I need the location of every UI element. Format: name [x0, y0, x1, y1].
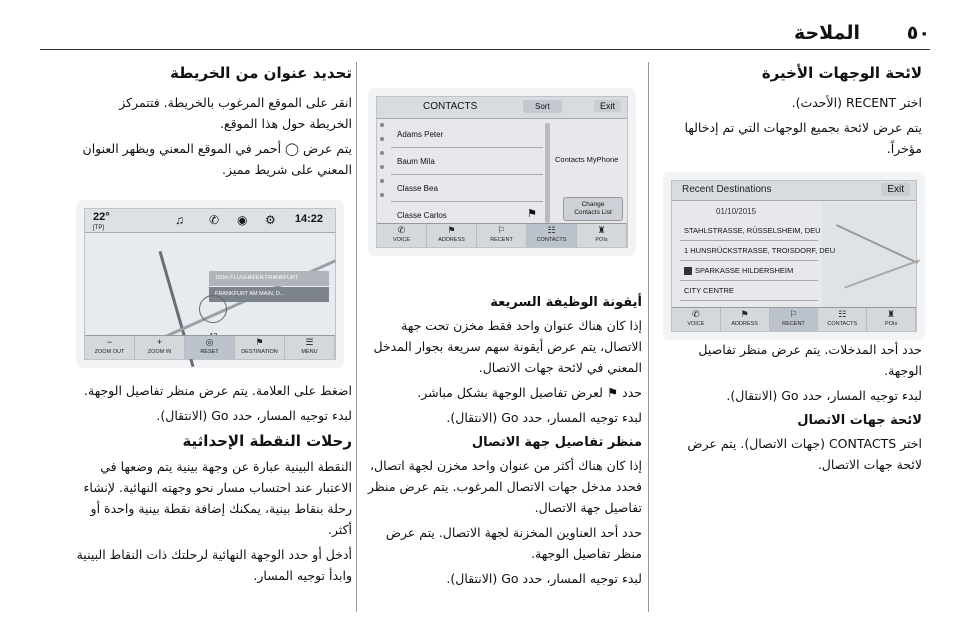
paragraph: إذا كان هناك عنوان واحد فقط مخزن تحت جهة الاتصال، يتم عرض أيقونة سهم سريعة بجوار المدخل المعني في لائحة جهات الاتصال.	[373, 318, 642, 375]
menu-button[interactable]: ☰ MENU	[285, 336, 335, 359]
list-item[interactable]: CITY CENTRE	[680, 281, 818, 301]
flag-icon: ⚑	[447, 225, 456, 235]
status-bar	[85, 209, 335, 233]
map-cursor[interactable]	[199, 295, 227, 323]
list-item[interactable]: STAHLSTRASSE, RÜSSELSHEIM, DEU	[680, 221, 818, 241]
list-item[interactable]: SPARKASSE HILDERSHEIM	[680, 261, 818, 281]
reset-button[interactable]: ◎ RESET	[185, 336, 235, 359]
exit-button[interactable]: Exit	[881, 183, 910, 196]
contacts-icon: ☷	[547, 225, 556, 235]
tp-indicator: [TP]	[93, 225, 105, 231]
menu-icon: ☰	[305, 337, 314, 347]
reset-icon: ◎	[205, 337, 214, 347]
recent-button[interactable]: ⚐ RECENT	[477, 224, 527, 247]
voice-button[interactable]: ✆ VOICE	[672, 308, 721, 331]
section-title: الملاحة	[793, 22, 860, 44]
poi-icon: ♜	[597, 225, 606, 235]
paragraph: انقر على الموقع المرغوب بالخريطة. فتتمركز الخريطة حول هذا الموقع.	[119, 95, 352, 131]
recent-icon: ⚐	[789, 309, 798, 319]
column-divider	[648, 62, 649, 612]
contacts-source-label: Contacts MyPhone	[555, 155, 619, 164]
nav-bar	[377, 223, 627, 247]
contacts-button[interactable]: ☷ CONTACTS	[527, 224, 577, 247]
sort-button[interactable]: Sort	[523, 100, 562, 113]
clock: 14:22	[294, 213, 323, 225]
paragraph: أدخل أو حدد الوجهة النهائية لرحلتك ذات النقاط البينية وابدأ توجيه المسار.	[76, 547, 352, 583]
screen-title: Recent Destinations	[682, 184, 772, 195]
paragraph: يتم عرض ◯ أحمر في الموقع المعني ويظهر العنوان المعني على شريط مميز.	[82, 141, 352, 177]
scrollbar[interactable]	[545, 123, 550, 223]
heading-waypoint-trips: رحلات النقطة الإحداثية	[182, 432, 352, 450]
list-item[interactable]: Baum Mila	[391, 148, 543, 175]
change-contacts-list-button[interactable]: Change Contacts List	[563, 197, 623, 221]
paragraph: إذا كان هناك أكثر من عنوان واحد مخزن لجهة اتصال، فحدد مدخل جهات الاتصال المرغوب. يتم عرض منظر تفاصيل جهة الاتصال.	[367, 458, 642, 515]
flag-icon: ⚑	[740, 309, 749, 319]
flag-icon: ⚑	[255, 337, 264, 347]
zoom-in-icon: +	[156, 337, 163, 347]
paragraph: اضغط على العلامة. يتم عرض منظر تفاصيل الوجهة.	[84, 383, 352, 398]
paragraph: حدد أحد المدخلات. يتم عرض منظر تفاصيل الوجهة.	[698, 342, 922, 378]
voice-button[interactable]: ✆ VOICE	[377, 224, 427, 247]
page-number: ٥٠	[906, 22, 930, 44]
paragraph: لبدء توجيه المسار، حدد Go (الانتقال).	[156, 408, 352, 423]
map-screen	[76, 200, 344, 368]
recent-icon: ⚐	[497, 225, 506, 235]
nav-bar	[672, 307, 916, 331]
poi-icon: ♜	[887, 309, 896, 319]
map-toolbar	[85, 335, 335, 359]
map-preview	[822, 203, 916, 311]
address-button[interactable]: ⚑ ADDRESS	[721, 308, 770, 331]
address-button[interactable]: ⚑ ADDRESS	[427, 224, 477, 247]
title-bar	[377, 97, 627, 119]
heading-select-from-map: تحديد عنوان من الخريطة	[170, 64, 352, 82]
direction-sign: 150m FLUGHAFEN FRANKFURT	[209, 271, 329, 286]
destination-banner[interactable]: FRANKFURT AM MAIN, D...	[209, 287, 329, 302]
paragraph: حدد ⚑ لعرض تفاصيل الوجهة بشكل مباشر.	[417, 385, 642, 400]
temperature: 22°	[93, 211, 110, 223]
paragraph: حدد أحد العناوين المخزنة لجهة الاتصال. يتم عرض منظر تفاصيل الوجهة.	[385, 525, 642, 561]
paragraph: لبدء توجيه المسار، حدد Go (الانتقال).	[446, 410, 642, 425]
poi-icon	[684, 267, 692, 275]
navigation-icon[interactable]: ◉	[237, 213, 248, 227]
list-item[interactable]: Adams Peter	[391, 121, 543, 148]
recent-list	[680, 221, 836, 301]
pois-button[interactable]: ♜ POIs	[867, 308, 916, 331]
paragraph: اختر RECENT (الأحدث).	[791, 95, 922, 110]
paragraph: النقطة البينية عبارة عن وجهة بينية يتم وضعها في الاعتبار عند احتساب مسار نحو وجهته النهائية. لإنشاء رحلة بنقاط بينية، يمكنك إضافة نقطة بينية واحدة أو أكثر.	[83, 459, 352, 537]
phone-icon[interactable]: ✆	[209, 213, 220, 227]
contacts-list	[391, 121, 543, 229]
date-label: 01/10/2015	[716, 207, 757, 216]
list-item[interactable]: Classe Bea	[391, 175, 543, 202]
paragraph: لبدء توجيه المسار، حدد Go (الانتقال).	[446, 571, 642, 586]
pois-button[interactable]: ♜ POIs	[577, 224, 627, 247]
recent-button[interactable]: ⚐ RECENT	[770, 308, 819, 331]
music-icon[interactable]: ♫	[175, 213, 184, 227]
screen-title: CONTACTS	[423, 101, 478, 112]
flag-icon[interactable]: ⚑	[527, 208, 537, 220]
subheading-contact-details: منظر تفاصيل جهة الاتصال	[471, 435, 642, 450]
zoom-out-button[interactable]: − ZOOM OUT	[85, 336, 135, 359]
voice-icon: ✆	[692, 309, 700, 319]
title-bar	[672, 181, 916, 201]
subheading-quick-icon: أيقونة الوظيفة السريعة	[490, 295, 642, 310]
subheading-contacts: لائحة جهات الاتصال	[797, 413, 922, 428]
heading-recent: لائحة الوجهات الأخيرة	[761, 64, 922, 82]
settings-icon[interactable]: ⚙	[265, 213, 276, 227]
list-item[interactable]: 1 HUNSRÜCKSTRASSE, TROISDORF, DEU	[680, 241, 818, 261]
zoom-in-button[interactable]: + ZOOM IN	[135, 336, 185, 359]
page-header	[40, 18, 930, 50]
paragraph: يتم عرض لائحة بجميع الوجهات التي تم إدخالها مؤخراً.	[684, 120, 922, 156]
paragraph: لبدء توجيه المسار، حدد Go (الانتقال).	[726, 388, 922, 403]
zoom-out-icon: −	[106, 337, 113, 347]
contacts-screen	[368, 88, 636, 256]
voice-icon: ✆	[397, 225, 406, 235]
contacts-button[interactable]: ☷ CONTACTS	[818, 308, 867, 331]
index-scroll[interactable]	[379, 123, 385, 223]
column-divider	[356, 62, 357, 612]
exit-button[interactable]: Exit	[594, 100, 621, 112]
destination-button[interactable]: ⚑ DESTINATION	[235, 336, 285, 359]
contacts-icon: ☷	[838, 309, 847, 319]
paragraph: اختر CONTACTS (جهات الاتصال). يتم عرض لائحة جهات الاتصال.	[687, 436, 922, 472]
recent-destinations-screen	[663, 172, 925, 340]
list-item[interactable]: Classe Carlos ⚑	[391, 202, 543, 229]
